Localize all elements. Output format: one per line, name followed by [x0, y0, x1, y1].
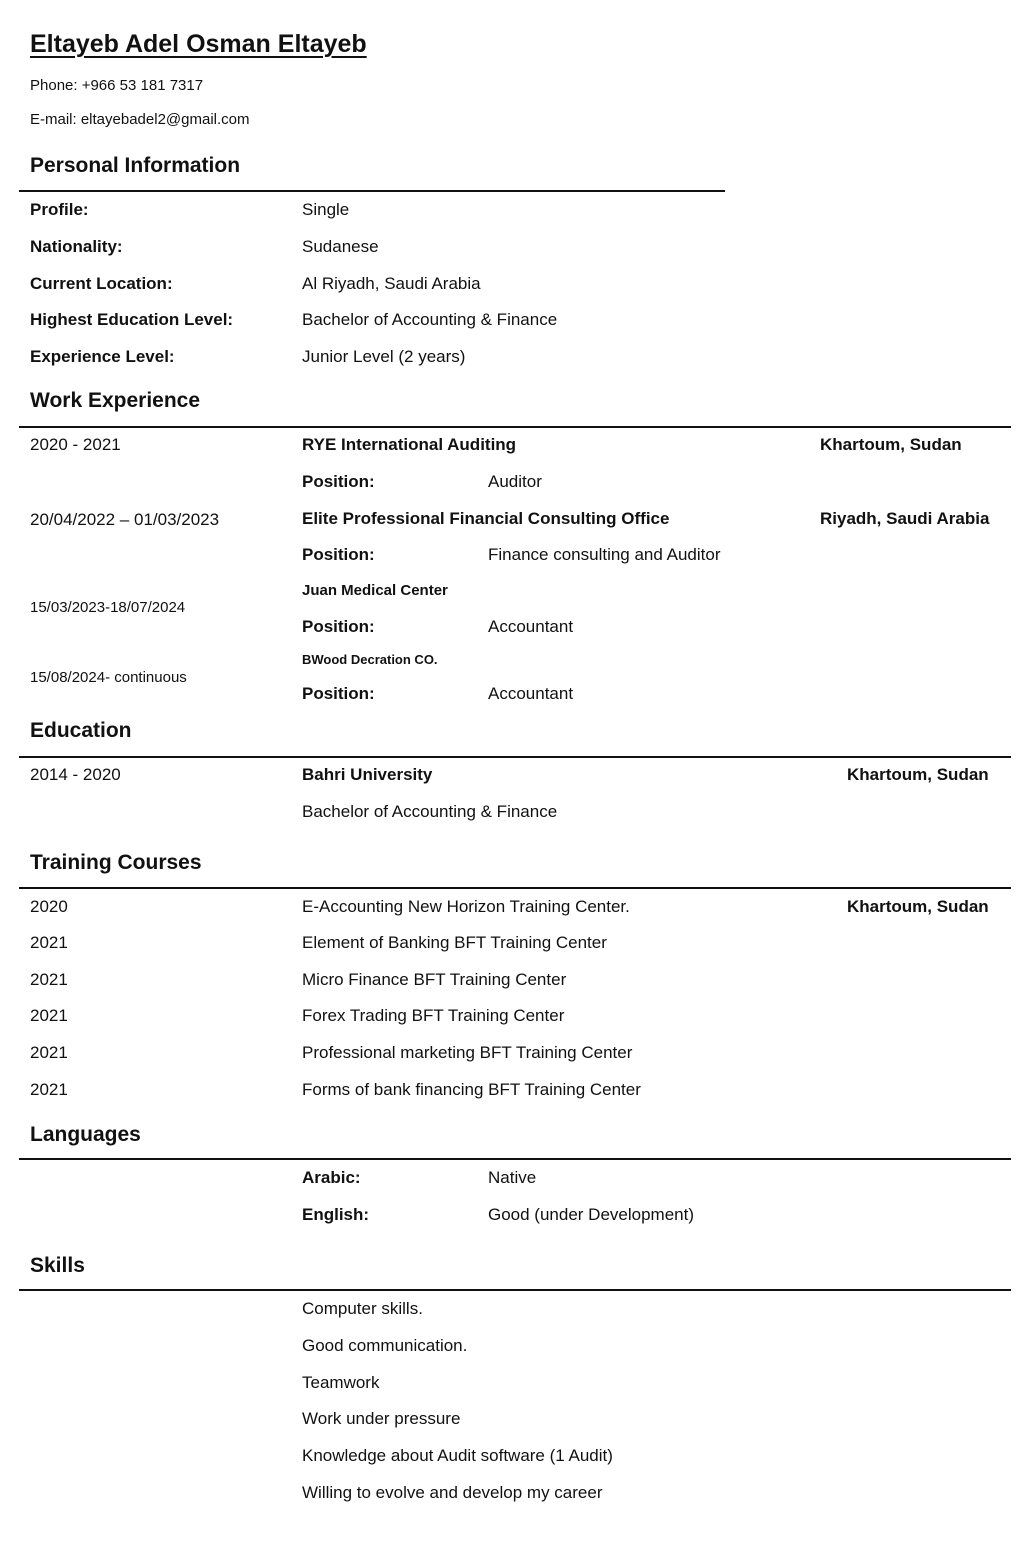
job-position: Accountant — [488, 684, 574, 703]
position-label: Position: — [302, 617, 375, 636]
course-name: Micro Finance BFT Training Center — [302, 970, 567, 989]
language-label: Arabic: — [302, 1168, 361, 1187]
section-divider — [19, 1289, 1011, 1291]
profile-label: Profile: — [30, 200, 89, 219]
education-level-value: Bachelor of Accounting & Finance — [302, 310, 558, 329]
job-location: Khartoum, Sudan — [820, 435, 962, 454]
course-year: 2021 — [30, 1006, 68, 1025]
course-year: 2021 — [30, 970, 68, 989]
education-location: Khartoum, Sudan — [847, 765, 989, 784]
nationality-label: Nationality: — [30, 237, 123, 256]
location-label: Current Location: — [30, 274, 173, 293]
skill-item: Willing to evolve and develop my career — [302, 1483, 603, 1502]
job-position: Auditor — [488, 472, 542, 491]
job-date: 15/03/2023-18/07/2024 — [30, 599, 186, 616]
course-year: 2020 — [30, 897, 68, 916]
experience-level-label: Experience Level: — [30, 347, 175, 366]
language-level: Good (under Development) — [488, 1205, 695, 1224]
skill-item: Teamwork — [302, 1373, 380, 1392]
job-position: Finance consulting and Auditor — [488, 545, 721, 564]
candidate-name: Eltayeb Adel Osman Eltayeb — [30, 30, 367, 58]
job-date: 15/08/2024- continuous — [30, 669, 187, 686]
position-label: Position: — [302, 545, 375, 564]
skill-item: Good communication. — [302, 1336, 468, 1355]
job-company: Elite Professional Financial Consulting Office — [302, 509, 670, 528]
skill-item: Work under pressure — [302, 1409, 461, 1428]
skills-heading: Skills — [30, 1254, 85, 1277]
course-name: Forex Trading BFT Training Center — [302, 1006, 565, 1025]
skill-item: Computer skills. — [302, 1299, 423, 1318]
course-name: Professional marketing BFT Training Center — [302, 1043, 633, 1062]
course-name: Forms of bank financing BFT Training Center — [302, 1080, 641, 1099]
job-position: Accountant — [488, 617, 574, 636]
skill-item: Knowledge about Audit software (1 Audit) — [302, 1446, 613, 1465]
course-name: E-Accounting New Horizon Training Center. — [302, 897, 630, 916]
language-level: Native — [488, 1168, 537, 1187]
position-label: Position: — [302, 684, 375, 703]
nationality-value: Sudanese — [302, 237, 379, 256]
course-year: 2021 — [30, 933, 68, 952]
work-experience-heading: Work Experience — [30, 389, 201, 412]
course-name: Element of Banking BFT Training Center — [302, 933, 607, 952]
language-label: English: — [302, 1205, 370, 1224]
job-date: 2020 - 2021 — [30, 435, 121, 454]
course-year: 2021 — [30, 1080, 68, 1099]
training-location: Khartoum, Sudan — [847, 897, 989, 916]
section-divider — [19, 426, 1011, 428]
education-date: 2014 - 2020 — [30, 765, 121, 784]
position-label: Position: — [302, 472, 375, 491]
email-text: E-mail: eltayebadel2@gmail.com — [30, 111, 250, 128]
education-level-label: Highest Education Level: — [30, 310, 234, 329]
personal-info-heading: Personal Information — [30, 154, 241, 177]
job-company: RYE International Auditing — [302, 435, 517, 454]
section-divider — [19, 1158, 1011, 1160]
education-degree: Bachelor of Accounting & Finance — [302, 802, 558, 821]
course-year: 2021 — [30, 1043, 68, 1062]
job-location: Riyadh, Saudi Arabia — [820, 509, 990, 528]
job-date: 20/04/2022 – 01/03/2023 — [30, 510, 220, 529]
experience-level-value: Junior Level (2 years) — [302, 347, 466, 366]
education-heading: Education — [30, 719, 132, 742]
location-value: Al Riyadh, Saudi Arabia — [302, 274, 481, 293]
section-divider — [19, 756, 1011, 758]
phone-text: Phone: +966 53 181 7317 — [30, 77, 204, 94]
section-divider — [19, 190, 725, 192]
job-company: Juan Medical Center — [302, 582, 448, 599]
training-heading: Training Courses — [30, 851, 202, 874]
job-company: BWood Decration CO. — [302, 652, 438, 667]
section-divider — [19, 887, 1011, 889]
education-school: Bahri University — [302, 765, 433, 784]
languages-heading: Languages — [30, 1123, 141, 1146]
profile-value: Single — [302, 200, 350, 219]
